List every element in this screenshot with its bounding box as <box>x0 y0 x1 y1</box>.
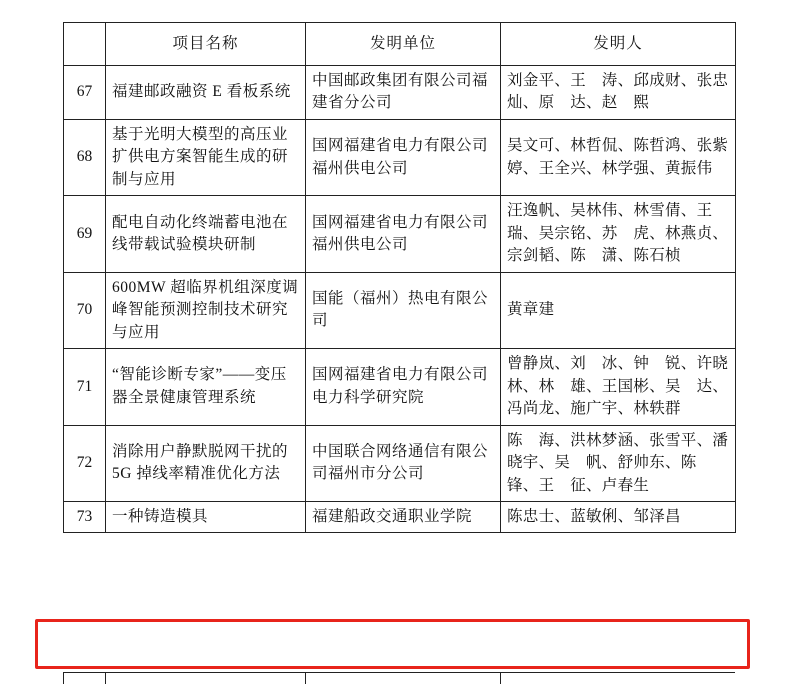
row-project-name <box>106 673 306 684</box>
row-number: 73 <box>64 501 106 532</box>
highlight-rectangle <box>35 619 750 669</box>
row-invention-unit: 国网福建省电力有限公司电力科学研究院 <box>306 349 501 425</box>
table-row-highlighted <box>64 501 736 532</box>
row-inventors: 汪逸帆、吴林伟、林雪倩、王 瑞、吴宗铭、苏 虎、林燕贞、宗剑韬、陈 潇、陈石桢 <box>501 196 736 272</box>
row-invention-unit: 中国邮政集团有限公司福建省分公司 <box>306 66 501 120</box>
row-invention-unit: 福建船政交通职业学院 <box>306 501 501 532</box>
row-inventors <box>501 673 736 684</box>
row-inventors: 陈忠士、蓝敏俐、邹泽昌 <box>501 501 736 532</box>
table-row <box>64 66 736 120</box>
column-header-invention-unit: 发明单位 <box>306 23 501 66</box>
row-project-name: “智能诊断专家”——变压器全景健康管理系统 <box>106 349 306 425</box>
row-project-name: 基于光明大模型的高压业扩供电方案智能生成的研制与应用 <box>106 119 306 195</box>
row-number: 70 <box>64 272 106 348</box>
row-number: 67 <box>64 66 106 120</box>
row-invention-unit: 国网福建省电力有限公司福州供电公司 <box>306 196 501 272</box>
row-invention-unit: 国网福建省电力有限公司福州供电公司 <box>306 119 501 195</box>
row-number: 72 <box>64 425 106 501</box>
row-project-name: 600MW 超临界机组深度调峰智能预测控制技术研究与应用 <box>106 272 306 348</box>
clipped-bottom-row <box>63 672 735 684</box>
row-inventors: 曾静岚、刘 冰、钟 锐、许晓林、林 雄、王国彬、吴 达、冯尚龙、施广宇、林轶群 <box>501 349 736 425</box>
row-invention-unit: 中国联合网络通信有限公司福州市分公司 <box>306 425 501 501</box>
table-row <box>64 196 736 272</box>
row-number: 68 <box>64 119 106 195</box>
column-header-project-name: 项目名称 <box>106 23 306 66</box>
table-row <box>64 425 736 501</box>
row-inventors: 陈 海、洪林梦涵、张雪平、潘晓宇、吴 帆、舒帅东、陈 锋、王 征、卢春生 <box>501 425 736 501</box>
table-body <box>64 66 736 533</box>
row-project-name: 配电自动化终端蓄电池在线带载试验模块研制 <box>106 196 306 272</box>
table-row <box>64 119 736 195</box>
table-row-partial <box>64 673 736 684</box>
award-project-table <box>63 22 736 533</box>
row-project-name: 福建邮政融资 E 看板系统 <box>106 66 306 120</box>
row-project-name: 消除用户静默脱网干扰的 5G 掉线率精准优化方法 <box>106 425 306 501</box>
row-inventors: 吴文可、林哲侃、陈哲鸿、张紫婷、王全兴、林学强、黄振伟 <box>501 119 736 195</box>
table-row <box>64 349 736 425</box>
row-invention-unit <box>306 673 501 684</box>
table-row <box>64 272 736 348</box>
row-invention-unit: 国能（福州）热电有限公司 <box>306 272 501 348</box>
row-number <box>64 673 106 684</box>
column-header-number <box>64 23 106 66</box>
row-number: 71 <box>64 349 106 425</box>
row-inventors: 黄章建 <box>501 272 736 348</box>
column-header-inventors: 发明人 <box>501 23 736 66</box>
row-project-name: 一种铸造模具 <box>106 501 306 532</box>
row-number: 69 <box>64 196 106 272</box>
table-header-row <box>64 23 736 66</box>
row-inventors: 刘金平、王 涛、邱成财、张忠灿、原 达、赵 熙 <box>501 66 736 120</box>
table-header <box>64 23 736 66</box>
